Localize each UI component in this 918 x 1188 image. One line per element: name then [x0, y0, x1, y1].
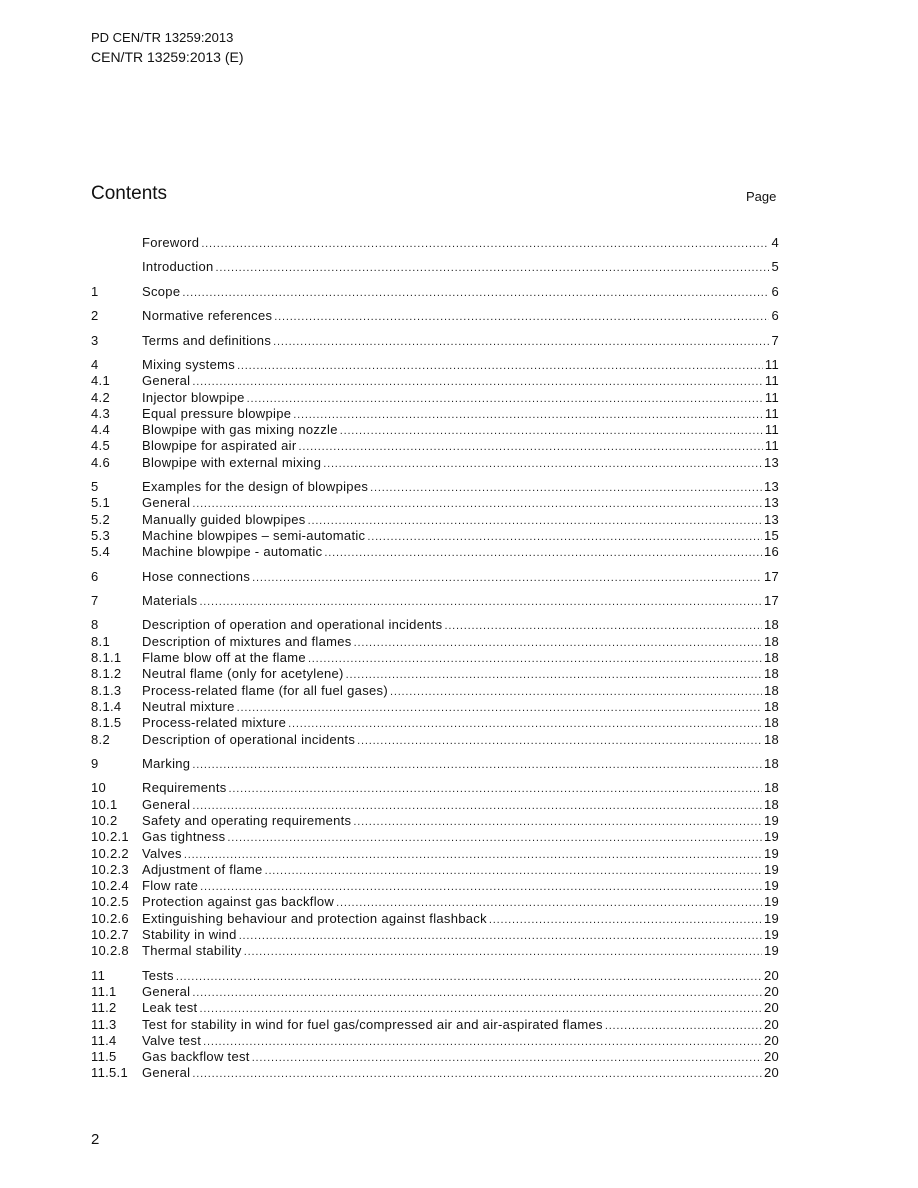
toc-page: 18 — [763, 617, 779, 633]
toc-page: 20 — [763, 1049, 779, 1065]
toc-title: Marking — [142, 755, 191, 771]
toc-title: Test for stability in wind for fuel gas/compressed air and air-aspirated flames — [142, 1016, 603, 1032]
toc-page: 18 — [763, 780, 779, 796]
toc-page: 18 — [763, 650, 779, 666]
toc-leader — [605, 1018, 762, 1033]
toc-leader — [184, 847, 762, 862]
toc-title: Machine blowpipes – semi-automatic — [142, 528, 366, 544]
toc-page: 18 — [763, 796, 779, 812]
toc-number: 11.5.1 — [91, 1065, 128, 1081]
toc-entry-11-4[interactable] — [91, 1033, 779, 1049]
toc-number: 11 — [91, 967, 106, 983]
toc-title: Valve test — [142, 1032, 202, 1048]
toc-leader — [229, 781, 762, 796]
toc-leader — [199, 594, 762, 609]
toc-leader — [200, 879, 762, 894]
toc-number: 4.2 — [91, 389, 110, 405]
toc-leader — [357, 733, 762, 748]
toc-leader — [244, 944, 762, 959]
toc-title: Blowpipe with gas mixing nozzle — [142, 422, 338, 438]
toc-entry-5-2[interactable] — [91, 512, 779, 528]
toc-entry-10-1[interactable] — [91, 797, 779, 813]
toc-page: 18 — [763, 731, 779, 747]
toc-page: 19 — [763, 861, 779, 877]
toc-entry-8-1-4[interactable] — [91, 699, 779, 715]
toc-page: 20 — [763, 1000, 779, 1016]
toc-page: 20 — [763, 1065, 779, 1081]
toc-page: 13 — [763, 495, 779, 511]
toc-number: 4.4 — [91, 422, 110, 438]
toc-number: 11.3 — [91, 1016, 117, 1032]
toc-number: 8.1.4 — [91, 698, 122, 714]
toc-page: 11 — [764, 405, 779, 421]
toc-number: 8.1.3 — [91, 682, 122, 698]
toc-leader — [354, 635, 762, 650]
toc-page: 19 — [763, 845, 779, 861]
toc-number: 1 — [91, 283, 99, 299]
table-of-contents — [91, 235, 779, 1082]
toc-title: Scope — [142, 283, 181, 299]
toc-page: 19 — [763, 910, 779, 926]
toc-page: 13 — [763, 511, 779, 527]
toc-title: Injector blowpipe — [142, 389, 245, 405]
toc-entry-9[interactable] — [91, 756, 779, 772]
toc-title: Terms and definitions — [142, 332, 272, 348]
toc-title: Flow rate — [142, 878, 199, 894]
toc-entry-1[interactable] — [91, 284, 779, 300]
toc-number: 4 — [91, 356, 99, 372]
toc-leader — [192, 1066, 762, 1081]
toc-page: 11 — [764, 356, 779, 372]
toc-number: 5.4 — [91, 544, 110, 560]
toc-page: 6 — [771, 308, 779, 324]
toc-number: 11.5 — [91, 1049, 117, 1065]
toc-title: Examples for the design of blowpipes — [142, 479, 369, 495]
toc-page: 16 — [763, 544, 779, 560]
toc-entry-3[interactable] — [91, 333, 779, 349]
toc-title: Leak test — [142, 1000, 198, 1016]
toc-entry-8-2[interactable] — [91, 732, 779, 748]
toc-leader — [324, 545, 762, 560]
toc-number: 5.2 — [91, 511, 110, 527]
toc-number: 5 — [91, 479, 99, 495]
toc-entry-4[interactable] — [91, 357, 779, 373]
toc-title: Adjustment of flame — [142, 861, 263, 877]
toc-leader — [252, 1050, 762, 1065]
toc-number: 10.2.4 — [91, 878, 129, 894]
toc-leader — [340, 423, 763, 438]
toc-page: 6 — [771, 283, 779, 299]
toc-number: 8.1.2 — [91, 666, 122, 682]
toc-entry-4-1[interactable] — [91, 373, 779, 389]
toc-entry-8-1-3[interactable] — [91, 683, 779, 699]
toc-number: 7 — [91, 593, 99, 609]
toc-entry-10-2-4[interactable] — [91, 878, 779, 894]
toc-entry-foreword[interactable] — [91, 235, 779, 251]
toc-page: 17 — [763, 568, 779, 584]
toc-leader — [299, 439, 763, 454]
toc-entry-5-3[interactable] — [91, 528, 779, 544]
toc-number: 4.6 — [91, 454, 110, 470]
toc-title: Manually guided blowpipes — [142, 511, 306, 527]
toc-number: 2 — [91, 308, 99, 324]
toc-page: 18 — [763, 666, 779, 682]
toc-page: 11 — [764, 438, 779, 454]
toc-title: Process-related mixture — [142, 715, 287, 731]
toc-number: 8.1 — [91, 633, 110, 649]
toc-title: Normative references — [142, 308, 273, 324]
toc-leader — [192, 985, 762, 1000]
toc-leader — [192, 798, 762, 813]
toc-number: 10.2.8 — [91, 943, 129, 959]
toc-entry-8[interactable] — [91, 617, 779, 633]
header-standard-id: PD CEN/TR 13259:2013 — [91, 30, 234, 45]
toc-entry-7[interactable] — [91, 593, 779, 609]
toc-number: 10 — [91, 780, 107, 796]
toc-number: 6 — [91, 568, 99, 584]
toc-page: 20 — [763, 967, 779, 983]
toc-leader — [203, 1034, 762, 1049]
toc-title: Hose connections — [142, 568, 251, 584]
toc-number: 4.1 — [91, 373, 110, 389]
toc-number: 8 — [91, 617, 99, 633]
toc-page: 18 — [763, 633, 779, 649]
toc-entry-10-2-6[interactable] — [91, 911, 779, 927]
toc-page: 4 — [771, 235, 779, 250]
toc-leader — [192, 757, 762, 772]
toc-leader — [252, 570, 762, 585]
toc-title: Extinguishing behaviour and protection against flashback — [142, 910, 487, 926]
toc-entry-11-2[interactable] — [91, 1000, 779, 1016]
toc-page: 19 — [763, 894, 779, 910]
toc-entry-6[interactable] — [91, 569, 779, 585]
toc-title: General — [142, 1065, 191, 1081]
toc-page: 7 — [771, 332, 779, 348]
toc-entry-10-2-5[interactable] — [91, 894, 779, 910]
toc-title: Materials — [142, 593, 198, 609]
toc-title: Tests — [142, 967, 174, 983]
toc-page: 18 — [763, 682, 779, 698]
toc-leader — [288, 716, 762, 731]
toc-number: 10.2.3 — [91, 861, 129, 877]
toc-title: Description of operation and operational incidents — [142, 617, 443, 633]
toc-title: General — [142, 984, 191, 999]
toc-number: 3 — [91, 332, 99, 348]
toc-number: 10.2.5 — [91, 894, 129, 910]
toc-page: 11 — [764, 389, 779, 405]
toc-title: Mixing systems — [142, 356, 236, 372]
toc-title: Machine blowpipe - automatic — [142, 544, 323, 560]
toc-leader — [308, 513, 762, 528]
toc-number: 10.2.2 — [91, 845, 129, 861]
toc-page: 11 — [764, 373, 779, 389]
toc-entry-11[interactable] — [91, 968, 779, 984]
toc-leader — [390, 684, 762, 699]
toc-page: 11 — [764, 422, 779, 438]
toc-number: 11.2 — [91, 1000, 117, 1016]
toc-number: 10.1 — [91, 796, 118, 812]
toc-page: 20 — [763, 1032, 779, 1048]
contents-title: Contents — [91, 183, 168, 204]
toc-number: 5.3 — [91, 528, 110, 544]
toc-number: 11.1 — [91, 984, 117, 999]
toc-entry-4-5[interactable] — [91, 438, 779, 454]
toc-entry-8-1-5[interactable] — [91, 715, 779, 731]
toc-number: 10.2.6 — [91, 910, 129, 926]
toc-leader — [273, 334, 769, 349]
toc-leader — [227, 830, 762, 845]
page-number: 2 — [91, 1131, 100, 1148]
toc-leader — [199, 1001, 761, 1016]
toc-leader — [367, 529, 762, 544]
toc-number: 10.2.1 — [91, 829, 129, 845]
toc-entry-11-1[interactable] — [91, 984, 779, 1000]
toc-number: 8.1.1 — [91, 650, 122, 666]
page-column-label: Page — [746, 189, 777, 204]
toc-entry-8-1[interactable] — [91, 634, 779, 650]
toc-number: 9 — [91, 755, 99, 771]
toc-entry-4-4[interactable] — [91, 422, 779, 438]
toc-entry-11-5[interactable] — [91, 1049, 779, 1065]
toc-entry-5-4[interactable] — [91, 544, 779, 560]
toc-entry-10[interactable] — [91, 780, 779, 796]
toc-leader — [192, 496, 762, 511]
toc-entry-4-2[interactable] — [91, 390, 779, 406]
toc-title: Requirements — [142, 780, 227, 796]
toc-title: Description of operational incidents — [142, 731, 356, 747]
toc-entry-5-1[interactable] — [91, 495, 779, 511]
toc-title: Process-related flame (for all fuel gases) — [142, 682, 388, 698]
toc-entry-10-2[interactable] — [91, 813, 779, 829]
toc-leader — [237, 700, 762, 715]
toc-title: Blowpipe with external mixing — [142, 454, 322, 470]
toc-title: Introduction — [142, 259, 214, 275]
toc-number: 11.4 — [91, 1032, 117, 1048]
toc-entry-10-2-3[interactable] — [91, 862, 779, 878]
toc-entry-11-3[interactable] — [91, 1017, 779, 1033]
toc-page: 17 — [763, 593, 779, 609]
toc-leader — [353, 814, 762, 829]
toc-leader — [274, 309, 769, 324]
toc-page: 19 — [763, 943, 779, 959]
toc-page: 13 — [763, 479, 779, 495]
toc-title: Neutral mixture — [142, 698, 235, 714]
toc-title: Equal pressure blowpipe — [142, 405, 292, 421]
toc-title: Stability in wind — [142, 927, 237, 943]
toc-leader — [336, 895, 762, 910]
toc-title: Protection against gas backflow — [142, 894, 335, 910]
toc-title: Valves — [142, 845, 182, 861]
toc-leader — [308, 651, 762, 666]
toc-entry-10-2-2[interactable] — [91, 846, 779, 862]
toc-leader — [239, 928, 762, 943]
toc-page: 13 — [763, 454, 779, 470]
toc-leader — [237, 358, 763, 373]
toc-title: Blowpipe for aspirated air — [142, 438, 297, 454]
toc-entry-4-6[interactable] — [91, 455, 779, 471]
toc-leader — [201, 236, 769, 251]
toc-leader — [192, 374, 763, 389]
toc-title: Thermal stability — [142, 943, 242, 959]
toc-leader — [265, 863, 762, 878]
toc-title: Gas backflow test — [142, 1049, 250, 1065]
toc-page: 19 — [763, 829, 779, 845]
toc-page: 18 — [763, 755, 779, 771]
toc-page: 19 — [763, 878, 779, 894]
toc-entry-8-1-2[interactable] — [91, 666, 779, 682]
toc-leader — [444, 618, 761, 633]
toc-number: 10.2.7 — [91, 927, 129, 943]
toc-number: 10.2 — [91, 812, 118, 828]
toc-title: General — [142, 373, 191, 389]
toc-page: 18 — [763, 698, 779, 714]
toc-leader — [182, 285, 769, 300]
toc-page: 15 — [763, 528, 779, 544]
toc-page: 19 — [763, 812, 779, 828]
toc-leader — [489, 912, 762, 927]
toc-title: Neutral flame (only for acetylene) — [142, 666, 344, 682]
toc-entry-10-2-8[interactable] — [91, 943, 779, 959]
toc-page: 18 — [763, 715, 779, 731]
toc-title: Gas tightness — [142, 829, 226, 845]
toc-entry-10-2-7[interactable] — [91, 927, 779, 943]
toc-page: 19 — [763, 927, 779, 943]
toc-entry-introduction[interactable] — [91, 259, 779, 275]
toc-leader — [370, 480, 762, 495]
toc-leader — [293, 407, 763, 422]
toc-entry-11-5-1[interactable] — [91, 1065, 779, 1081]
toc-entry-5[interactable] — [91, 479, 779, 495]
toc-page: 5 — [771, 259, 779, 275]
toc-title: Foreword — [142, 235, 200, 250]
toc-number: 4.3 — [91, 405, 110, 421]
toc-title: Flame blow off at the flame — [142, 650, 306, 666]
toc-entry-8-1-1[interactable] — [91, 650, 779, 666]
toc-entry-4-3[interactable] — [91, 406, 779, 422]
toc-leader — [323, 456, 762, 471]
toc-page: 20 — [763, 1016, 779, 1032]
toc-title: General — [142, 796, 191, 812]
header-standard-id-english: CEN/TR 13259:2013 (E) — [91, 49, 244, 65]
toc-title: General — [142, 495, 191, 511]
toc-page: 20 — [763, 984, 779, 999]
toc-leader — [176, 969, 762, 984]
toc-entry-2[interactable] — [91, 308, 779, 324]
toc-number: 8.1.5 — [91, 715, 122, 731]
toc-number: 8.2 — [91, 731, 110, 747]
toc-number: 4.5 — [91, 438, 110, 454]
toc-title: Safety and operating requirements — [142, 812, 352, 828]
toc-leader — [216, 260, 770, 275]
toc-leader — [346, 667, 762, 682]
toc-leader — [247, 391, 763, 406]
toc-title: Description of mixtures and flames — [142, 633, 352, 649]
toc-entry-10-2-1[interactable] — [91, 829, 779, 845]
toc-number: 5.1 — [91, 495, 110, 511]
